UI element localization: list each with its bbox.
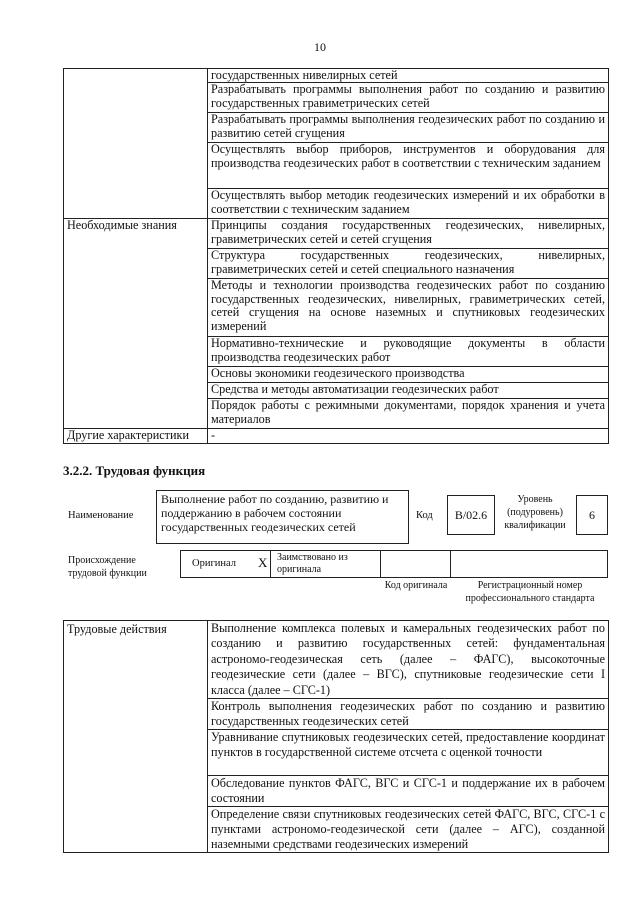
original-mark: X xyxy=(258,555,268,570)
action-text: Контроль выполнения геодезических работ по созданию и развитию государственных геодезических сетей xyxy=(211,699,605,729)
actions-label-cell xyxy=(64,621,208,853)
skill-text: Разрабатывать программы выполнения работ по созданию и развитию государственных гравиметрических сетей xyxy=(211,82,605,110)
knowledge-text: Нормативно-технические и руководящие документы в области производства геодезических работ xyxy=(211,336,605,364)
original-label: Оригинал xyxy=(192,558,236,569)
origin-divider-1 xyxy=(270,550,271,578)
reg-caption: Регистрационный номер профессионального стандарта xyxy=(465,580,595,604)
name-label: Наименование xyxy=(68,510,134,521)
knowledge-cell xyxy=(208,383,609,399)
knowledge-cell xyxy=(208,367,609,383)
table-row xyxy=(64,69,609,83)
knowledge-cell xyxy=(208,249,609,279)
skill-cell xyxy=(208,189,609,219)
action-cell xyxy=(208,807,609,853)
actions-label: Трудовые действия xyxy=(67,622,167,636)
skills-knowledge-table xyxy=(63,68,609,444)
table-row xyxy=(64,219,609,249)
origin-divider-2 xyxy=(380,550,381,578)
skill-text: Осуществлять выбор методик геодезических измерений и их обработки в соответствии с техническим заданием xyxy=(211,188,605,216)
other-label: Другие характеристики xyxy=(67,428,189,443)
action-cell xyxy=(208,730,609,776)
other-value: - xyxy=(211,428,216,443)
knowledge-label-cell xyxy=(64,219,208,429)
action-text: Определение связи спутниковых геодезических сетей ФАГС, ВГС, СГС-1 с пунктами астрономо-геодезической сети (далее – АГС), созданной наземными средствами геодезических измерений xyxy=(211,807,605,852)
level-value: 6 xyxy=(576,495,608,535)
skill-text: Разрабатывать программы выполнения геодезических работ по созданию и развитию сетей сгущения xyxy=(211,112,605,140)
knowledge-text: Основы экономики геодезического производства xyxy=(211,366,465,381)
knowledge-text: Принципы создания государственных геодезических, нивелирных, гравиметрических сетей и сетей сгущения xyxy=(211,218,605,246)
knowledge-text: Средства и методы автоматизации геодезических работ xyxy=(211,382,499,397)
action-text: Выполнение комплекса полевых и камеральных геодезических работ по созданию и развитию государственных сетей: фундаментальная астрономо-геодезическая сеть (далее – ФАГС), высокоточные геодезические сети (далее – ВГС), спутниковые геодезические сети I класса (далее – СГС-1) xyxy=(211,621,605,697)
code-value: B/02.6 xyxy=(447,495,495,535)
knowledge-text: Методы и технологии производства геодезических работ по созданию государственных геодезических, нивелирных, гравиметрических сетей, сетей сгущения на основе наземных и спутниковых геодезических измерений xyxy=(211,278,605,333)
action-cell xyxy=(208,776,609,807)
page-number: 10 xyxy=(314,40,326,54)
skill-cell xyxy=(208,69,609,83)
skill-cell xyxy=(208,143,609,189)
knowledge-cell xyxy=(208,337,609,367)
knowledge-cell xyxy=(208,399,609,429)
origin-label: Происхождение трудовой функции xyxy=(68,555,147,579)
origin-divider-3 xyxy=(450,550,451,578)
borrowed-label: Заимствовано из оригинала xyxy=(277,552,348,575)
action-text: Уравнивание спутниковых геодезических сетей, предоставление координат пунктов в государственной системе отсчета с оценкой точности xyxy=(211,730,605,760)
knowledge-cell xyxy=(208,279,609,337)
level-label: Уровень (подуровень) квалификации xyxy=(504,494,566,531)
knowledge-text: Структура государственных геодезических, нивелирных, гравиметрических сетей и сетей специального назначения xyxy=(211,248,605,276)
skill-cell xyxy=(208,113,609,143)
skill-text: Осуществлять выбор приборов, инструментов и оборудования для производства геодезических работ в соответствии с техническим заданием xyxy=(211,142,605,170)
table-row xyxy=(64,429,609,444)
other-value-cell xyxy=(208,429,609,444)
skill-text: государственных нивелирных сетей xyxy=(211,68,398,82)
action-cell xyxy=(208,621,609,699)
code-label: Код xyxy=(416,510,433,521)
name-value-box xyxy=(156,490,409,544)
section-heading: 3.2.2. Трудовая функция xyxy=(63,463,206,478)
knowledge-cell xyxy=(208,219,609,249)
code-caption: Код оригинала xyxy=(384,580,448,591)
skill-cell xyxy=(208,83,609,113)
action-text: Обследование пунктов ФАГС, ВГС и СГС-1 и поддержание их в рабочем состоянии xyxy=(211,776,605,806)
labor-actions-table xyxy=(63,620,609,853)
name-value: Выполнение работ по созданию, развитию и поддержанию в рабочем состоянии государственных геодезических сетей xyxy=(161,492,389,534)
knowledge-text: Порядок работы с режимными документами, порядок хранения и учета материалов xyxy=(211,398,605,426)
origin-box xyxy=(180,550,608,578)
action-cell xyxy=(208,699,609,730)
knowledge-label: Необходимые знания xyxy=(67,218,177,233)
other-label-cell xyxy=(64,429,208,444)
skills-label-cell xyxy=(64,69,208,219)
table-row xyxy=(64,621,609,699)
